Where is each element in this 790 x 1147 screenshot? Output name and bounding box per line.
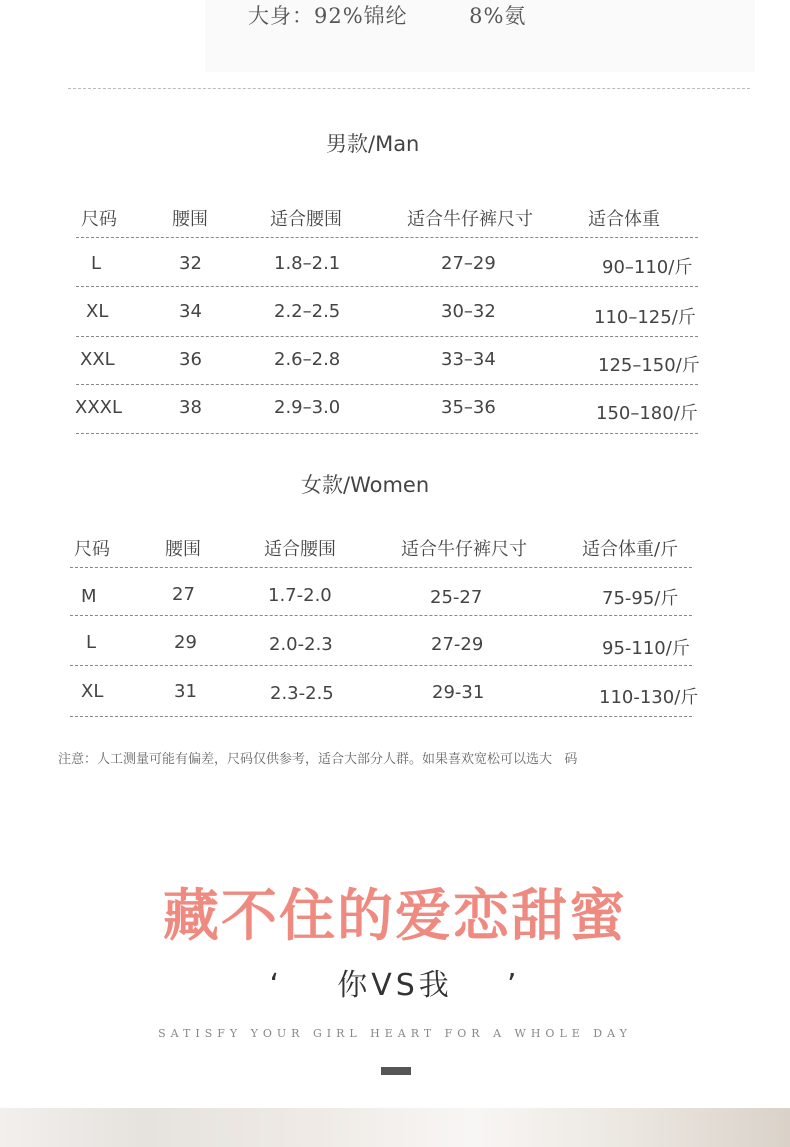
cell-fit-waist: 2.6–2.8 bbox=[274, 349, 341, 370]
cell-waist: 36 bbox=[179, 349, 202, 370]
cell-size: XXL bbox=[80, 349, 115, 370]
row-divider bbox=[70, 716, 692, 717]
cell-size: L bbox=[91, 253, 102, 274]
vs-subheading: ‘ 你VS我 ’ bbox=[269, 968, 521, 1003]
material-label: 大身：92%锦纶 bbox=[248, 4, 408, 28]
cell-waist: 31 bbox=[174, 681, 197, 702]
row-divider bbox=[76, 336, 698, 337]
row-divider bbox=[76, 286, 698, 287]
header-fit-waist: 适合腰围 bbox=[270, 209, 342, 230]
cell-weight: 95-110/斤 bbox=[602, 638, 690, 659]
cell-weight: 150–180/斤 bbox=[596, 403, 698, 424]
cell-waist: 34 bbox=[179, 301, 202, 322]
divider bbox=[68, 88, 750, 89]
cell-size: M bbox=[81, 586, 97, 607]
material-spandex: 8%氨 bbox=[469, 4, 527, 28]
cell-fit-waist: 2.0-2.3 bbox=[269, 634, 333, 655]
header-weight: 适合体重 bbox=[588, 209, 660, 230]
cell-jeans-size: 27–29 bbox=[441, 253, 496, 274]
cell-weight: 110–125/斤 bbox=[594, 307, 696, 328]
men-section-title: 男款/Man bbox=[326, 132, 420, 156]
header-jeans-size: 适合牛仔裤尺寸 bbox=[401, 539, 527, 560]
cell-fit-waist: 1.8–2.1 bbox=[274, 253, 341, 274]
cell-size: XL bbox=[81, 681, 104, 702]
measurement-note: 注意：人工测量可能有偏差，尺码仅供参考，适合大部分人群。如果喜欢宽松可以选大 码 bbox=[58, 752, 578, 767]
cell-jeans-size: 30–32 bbox=[441, 301, 496, 322]
material-info bbox=[248, 0, 526, 30]
cell-jeans-size: 35–36 bbox=[441, 397, 496, 418]
cell-size: XL bbox=[86, 301, 109, 322]
decorative-bar bbox=[381, 1067, 411, 1075]
row-divider bbox=[76, 237, 698, 238]
cell-fit-waist: 2.3-2.5 bbox=[270, 683, 334, 704]
row-divider bbox=[70, 615, 692, 616]
cell-jeans-size: 33–34 bbox=[441, 349, 496, 370]
header-size: 尺码 bbox=[74, 539, 110, 560]
cell-waist: 29 bbox=[174, 632, 197, 653]
cell-size: XXXL bbox=[75, 397, 123, 418]
row-divider bbox=[76, 384, 698, 385]
header-waist: 腰围 bbox=[165, 539, 201, 560]
row-divider bbox=[70, 567, 692, 568]
header-size: 尺码 bbox=[81, 209, 117, 230]
cell-waist: 32 bbox=[179, 253, 202, 274]
cell-jeans-size: 27-29 bbox=[431, 634, 484, 655]
cell-fit-waist: 2.2–2.5 bbox=[274, 301, 341, 322]
women-section-title: 女款/Women bbox=[301, 473, 430, 497]
cell-weight: 75-95/斤 bbox=[602, 588, 679, 609]
cell-fit-waist: 1.7-2.0 bbox=[268, 585, 332, 606]
slogan-heading: 藏不住的爱恋甜蜜 bbox=[163, 884, 627, 949]
cell-jeans-size: 29-31 bbox=[432, 682, 485, 703]
cell-waist: 38 bbox=[179, 397, 202, 418]
cell-waist: 27 bbox=[172, 584, 195, 605]
header-jeans-size: 适合牛仔裤尺寸 bbox=[407, 209, 533, 230]
row-divider bbox=[70, 665, 692, 666]
header-weight: 适合体重/斤 bbox=[582, 539, 679, 560]
cell-weight: 110-130/斤 bbox=[599, 687, 699, 708]
tagline: SATISFY YOUR GIRL HEART FOR A WHOLE DAY bbox=[158, 1027, 632, 1040]
cell-size: L bbox=[86, 632, 97, 653]
cell-weight: 90–110/斤 bbox=[602, 257, 693, 278]
row-divider bbox=[76, 433, 698, 434]
cell-jeans-size: 25-27 bbox=[430, 587, 483, 608]
product-photo bbox=[0, 1108, 790, 1147]
cell-fit-waist: 2.9–3.0 bbox=[274, 397, 341, 418]
header-waist: 腰围 bbox=[172, 209, 208, 230]
header-fit-waist: 适合腰围 bbox=[264, 539, 336, 560]
cell-weight: 125–150/斤 bbox=[598, 355, 700, 376]
